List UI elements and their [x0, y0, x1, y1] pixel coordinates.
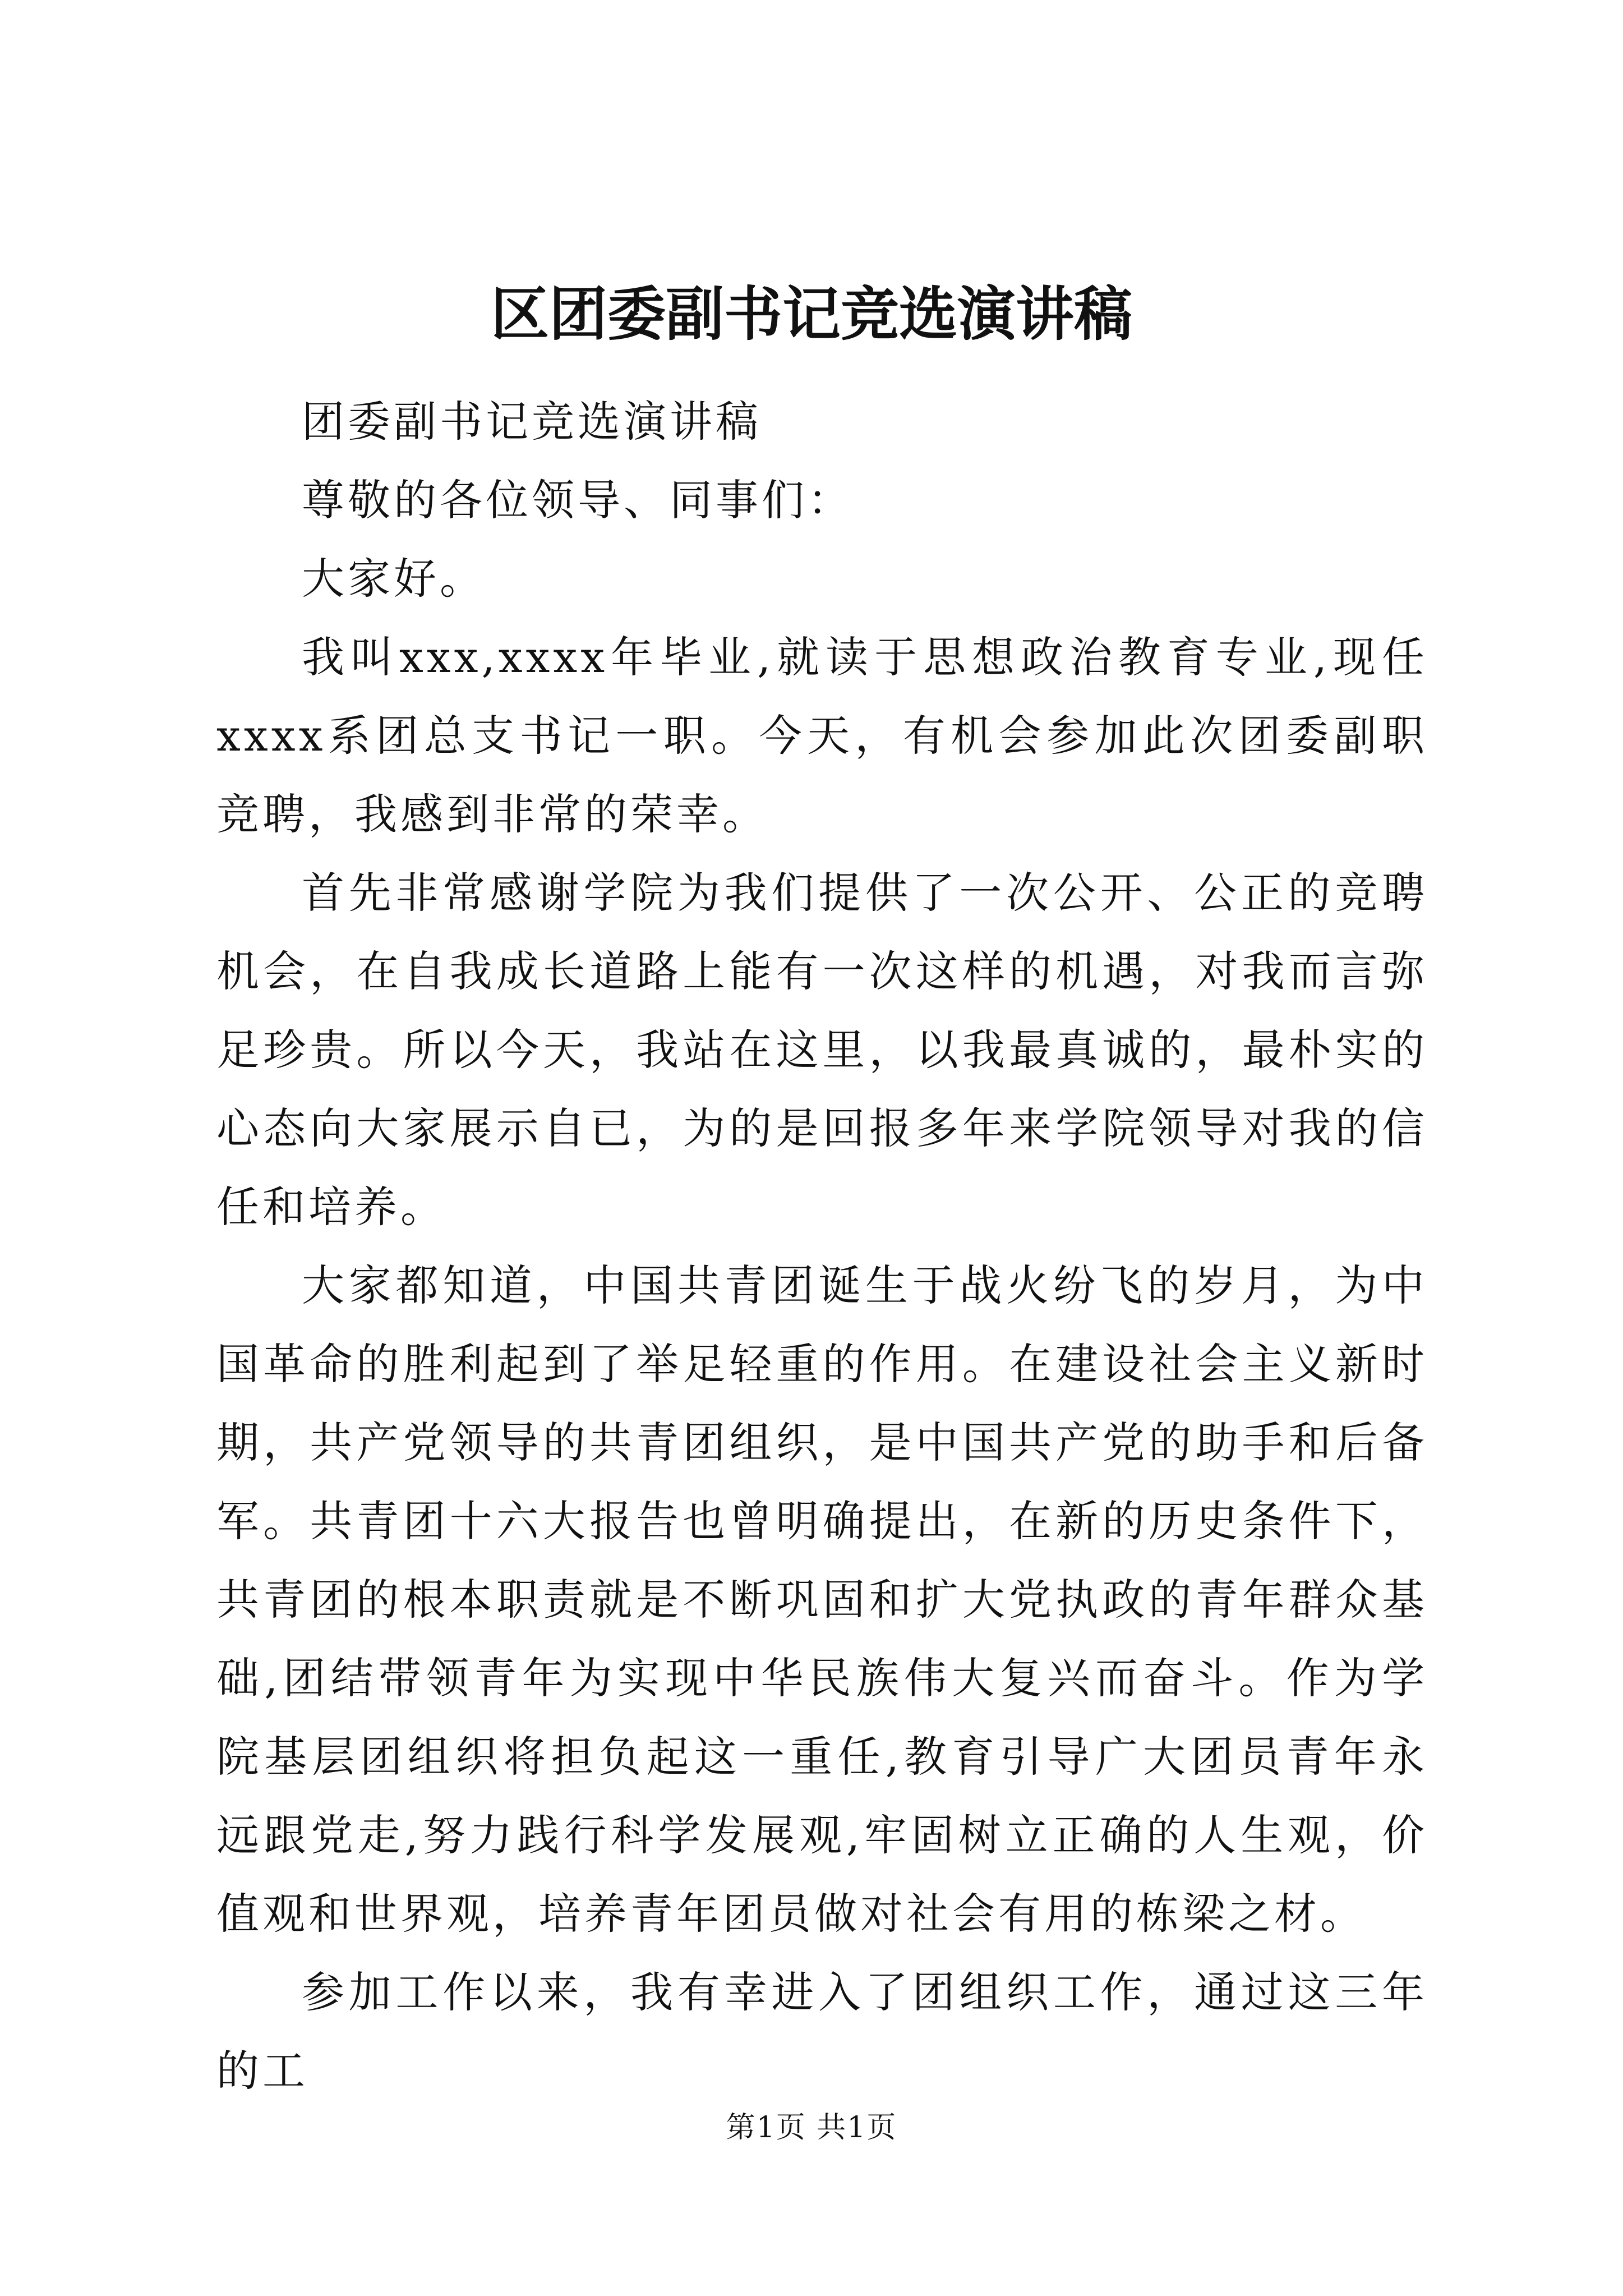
document-body: [216, 383, 1428, 2110]
paragraph-introduction: 我叫xxx,xxxx年毕业,就读于思想政治教育专业,现任xxxx系团总支书记一职。今天，有机会参加此次团委副职竞聘，我感到非常的荣幸。: [216, 632, 1428, 839]
page-footer: 第1页 共1页: [726, 2111, 897, 2145]
paragraph-salutation: 尊敬的各位领导、同事们：: [302, 475, 854, 525]
paragraph-youth-league: 大家都知道，中国共青团诞生于战火纷飞的岁月，为中国革命的胜利起到了举足轻重的作用。在建设社会主义新时期，共产党领导的共青团组织，是中国共产党的助手和后备军。共青团十六大报告也曾明确提出，在新的历史条件下，共青团的根本职责就是不断巩固和扩大党执政的青年群众基础,团结带领青年为实现中华民族伟大复兴而奋斗。作为学院基层团组织将担负起这一重任,教育引导广大团员青年永远跟党走,努力践行科学发展观,牢固树立正确的人生观，价值观和世界观，培养青年团员做对社会有用的栋梁之材。: [216, 1260, 1428, 1939]
paragraph-work-experience: 参加工作以来，我有幸进入了团组织工作，通过这三年的工: [216, 1967, 1428, 2096]
paragraph-greeting: 大家好。: [302, 554, 486, 604]
document-title: 区团委副书记竞选演讲稿: [490, 279, 1132, 348]
paragraph-gratitude: 首先非常感谢学院为我们提供了一次公开、公正的竞聘机会，在自我成长道路上能有一次这样的机遇，对我而言弥足珍贵。所以今天，我站在这里，以我最真诚的，最朴实的心态向大家展示自已，为的是回报多年来学院领导对我的信任和培养。: [216, 868, 1428, 1232]
paragraph-subtitle: 团委副书记竞选演讲稿: [302, 397, 762, 447]
